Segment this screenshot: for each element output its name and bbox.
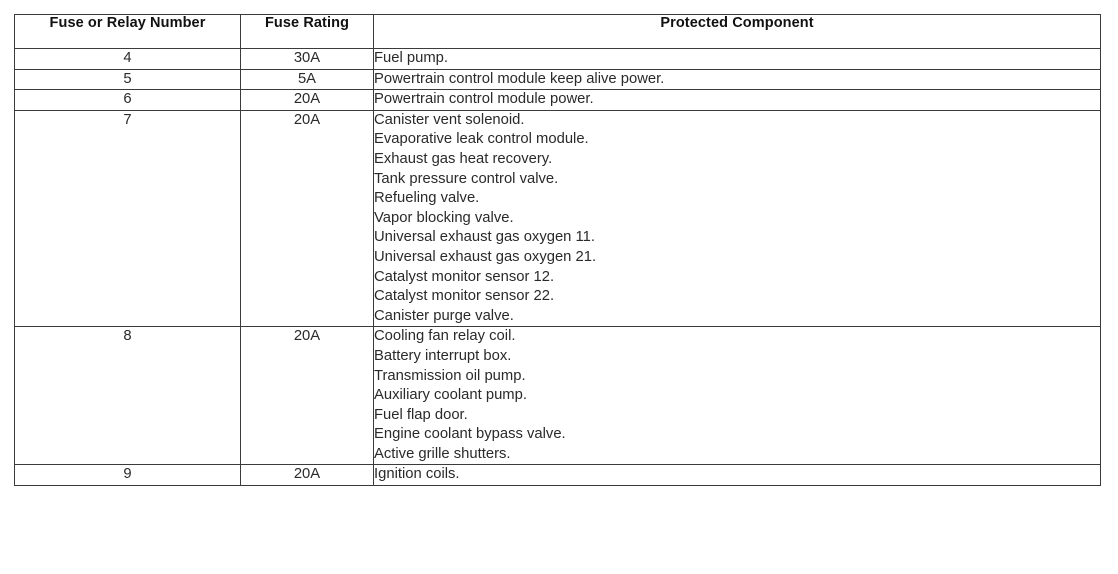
protected-component-line: Fuel pump. (374, 50, 449, 66)
cell-protected-component (374, 110, 1101, 327)
protected-component-line: Cooling fan relay coil. (374, 328, 516, 345)
cell-fuse-rating: 20A (241, 90, 374, 111)
cell-fuse-or-relay-number: 4 (15, 49, 241, 70)
protected-component-line: Vapor blocking valve. (374, 209, 514, 226)
protected-component-line: Universal exhaust gas oxygen 21. (374, 248, 597, 265)
table-row (15, 49, 1101, 70)
protected-component-line: Active grille shutters. (374, 445, 511, 462)
cell-fuse-or-relay-number: 7 (15, 110, 241, 327)
column-header-fuse-or-relay-number: Fuse or Relay Number (15, 15, 241, 49)
cell-fuse-rating: 20A (241, 465, 374, 486)
protected-component-line: Tank pressure control valve. (374, 170, 559, 187)
protected-component-line: Auxiliary coolant pump. (374, 387, 527, 404)
cell-protected-component (374, 49, 1101, 70)
protected-component-list (374, 70, 1100, 90)
protected-component-list (374, 327, 1100, 464)
protected-component-line: Transmission oil pump. (374, 367, 526, 384)
column-header-protected-component: Protected Component (374, 15, 1101, 49)
cell-protected-component (374, 327, 1101, 465)
cell-protected-component (374, 69, 1101, 90)
protected-component-list (374, 49, 1100, 69)
protected-component-line: Battery interrupt box. (374, 347, 512, 364)
protected-component-line: Powertrain control module keep alive power. (374, 70, 665, 87)
protected-component-line: Ignition coils. (374, 466, 460, 483)
cell-fuse-rating: 30A (241, 49, 374, 70)
fuse-relay-table (14, 14, 1101, 486)
table-body (15, 49, 1101, 486)
protected-component-line: Universal exhaust gas oxygen 11. (374, 229, 595, 246)
protected-component-line: Catalyst monitor sensor 12. (374, 268, 555, 285)
cell-fuse-or-relay-number: 8 (15, 327, 241, 465)
cell-fuse-rating: 20A (241, 110, 374, 327)
cell-protected-component (374, 465, 1101, 486)
table-row (15, 327, 1101, 465)
protected-component-list (374, 465, 1100, 485)
protected-component-line: Powertrain control module power. (374, 91, 594, 108)
table-row (15, 110, 1101, 327)
cell-protected-component (374, 90, 1101, 111)
protected-component-line: Fuel flap door. (374, 406, 468, 423)
protected-component-line: Engine coolant bypass valve. (374, 426, 566, 443)
protected-component-list (374, 90, 1100, 110)
protected-component-line: Evaporative leak control module. (374, 131, 589, 148)
table-row (15, 90, 1101, 111)
cell-fuse-or-relay-number: 6 (15, 90, 241, 111)
protected-component-line: Catalyst monitor sensor 22. (374, 288, 555, 305)
protected-component-list (374, 111, 1100, 327)
protected-component-line: Canister purge valve. (374, 307, 514, 324)
table-row (15, 465, 1101, 486)
table-header (15, 15, 1101, 49)
cell-fuse-or-relay-number: 9 (15, 465, 241, 486)
table-row (15, 69, 1101, 90)
column-header-fuse-rating: Fuse Rating (241, 15, 374, 49)
cell-fuse-rating: 20A (241, 327, 374, 465)
cell-fuse-or-relay-number: 5 (15, 69, 241, 90)
protected-component-line: Refueling valve. (374, 190, 480, 207)
protected-component-line: Canister vent solenoid. (374, 111, 525, 128)
header-row (15, 15, 1101, 49)
protected-component-line: Exhaust gas heat recovery. (374, 150, 553, 167)
cell-fuse-rating: 5A (241, 69, 374, 90)
